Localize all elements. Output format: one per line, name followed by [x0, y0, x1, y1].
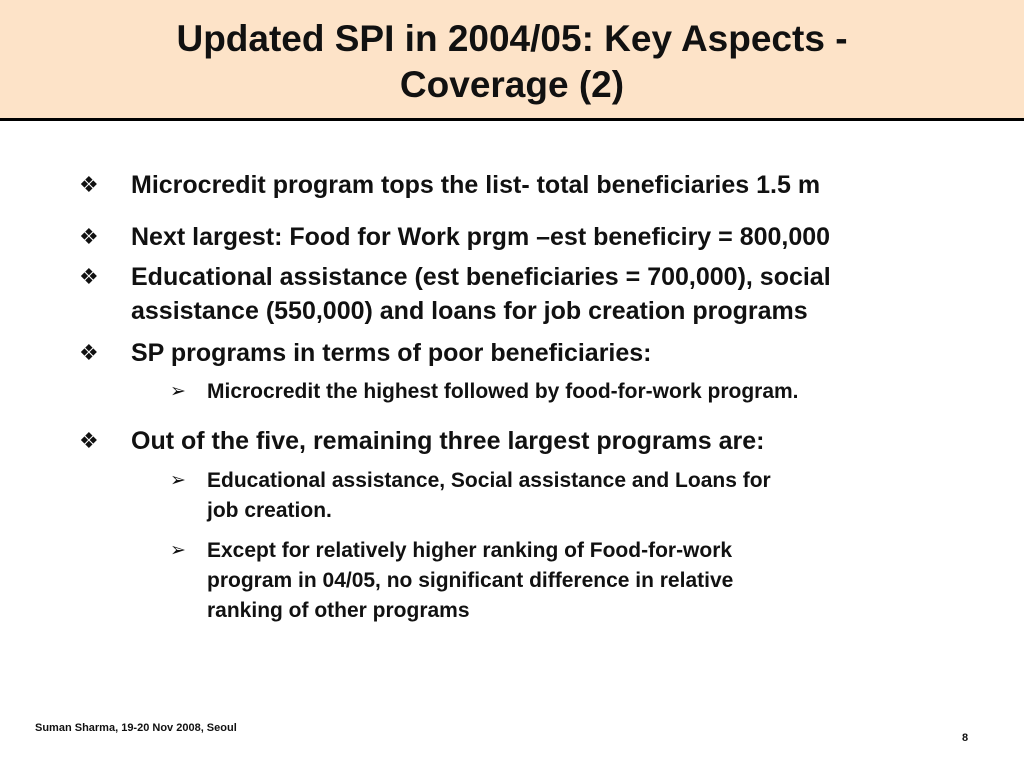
sub-bullet-text-line: job creation.: [207, 499, 332, 522]
sub-bullet-text-line: Except for relatively higher ranking of Food-for-work: [207, 539, 733, 562]
diamond-bullet-icon: ❖: [79, 172, 99, 197]
bullet-text: SP programs in terms of poor beneficiaries:: [131, 339, 652, 367]
sub-bullet-text-line: program in 04/05, no significant difference in relative: [207, 569, 734, 592]
bullet-text-line: assistance (550,000) and loans for job creation programs: [131, 297, 808, 325]
bullet-text: Microcredit program tops the list- total beneficiaries 1.5 m: [131, 171, 821, 199]
slide-title: [0, 16, 1024, 108]
diamond-bullet-icon: ❖: [79, 428, 99, 453]
bullet-text: Out of the five, remaining three largest programs are:: [131, 427, 765, 455]
sub-bullet-text: Microcredit the highest followed by food-for-work program.: [207, 380, 799, 403]
bullet-text: [131, 260, 951, 328]
title-band: [0, 0, 1024, 121]
diamond-bullet-icon: ❖: [79, 264, 99, 289]
page-number: 8: [962, 732, 969, 744]
slide-title-line-1: Updated SPI in 2004/05: Key Aspects -: [176, 18, 848, 59]
sub-bullet-text-line: ranking of other programs: [207, 599, 470, 622]
bullet-text-line: Educational assistance (est beneficiaries = 700,000), social: [131, 263, 831, 291]
sub-bullet-text: [207, 466, 947, 526]
sub-bullet-text: [207, 536, 947, 626]
arrow-bullet-icon: ➢: [170, 540, 186, 561]
arrow-bullet-icon: ➢: [170, 381, 186, 402]
arrow-bullet-icon: ➢: [170, 470, 186, 491]
sub-bullet-text-line: Educational assistance, Social assistance and Loans for: [207, 469, 771, 492]
diamond-bullet-icon: ❖: [79, 224, 99, 249]
footer-author: Suman Sharma, 19-20 Nov 2008, Seoul: [35, 722, 237, 734]
slide-title-line-2: Coverage (2): [399, 64, 625, 105]
diamond-bullet-icon: ❖: [79, 340, 99, 365]
bullet-text: Next largest: Food for Work prgm –est beneficiry = 800,000: [131, 223, 831, 251]
